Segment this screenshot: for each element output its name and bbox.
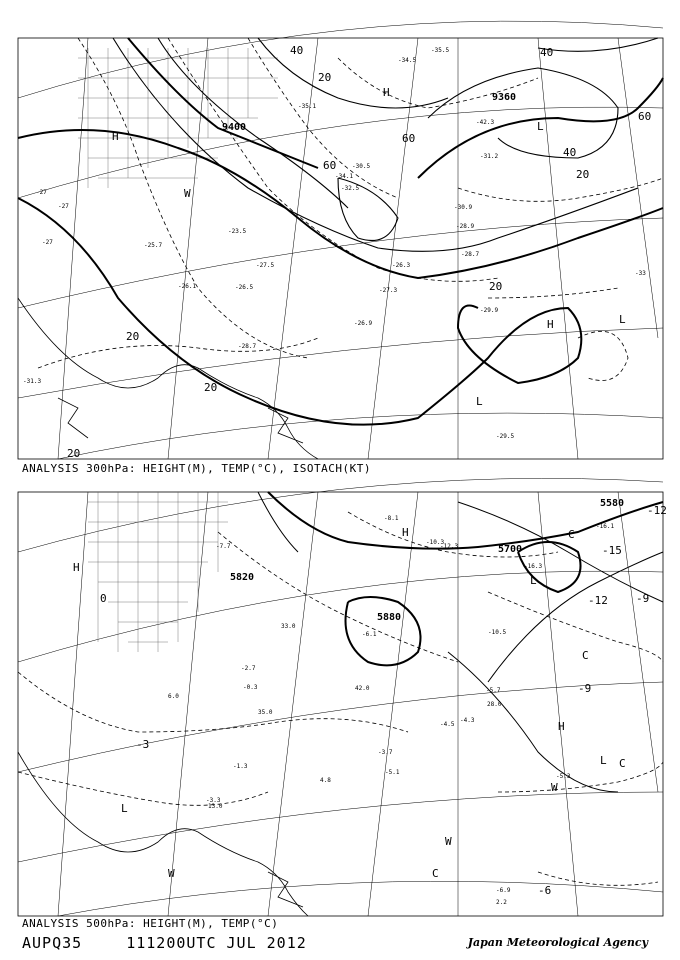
station-plot-label: -10.3 xyxy=(426,539,445,546)
isotherm-label: -12 xyxy=(647,504,667,517)
temperature-label: -29.9 xyxy=(480,307,499,314)
station-plot-label: -10.5 xyxy=(488,629,507,636)
product-code: AUPQ35 xyxy=(22,934,83,952)
isotherm-label: -6 xyxy=(538,884,552,897)
temperature-label: -27 xyxy=(42,239,53,246)
temperature-label: -26.9 xyxy=(354,320,373,327)
isotherm-label: -15 xyxy=(602,544,622,557)
height-contour-label: 5820 xyxy=(230,572,255,583)
pressure-center-l: L xyxy=(476,395,483,408)
isotach-label: 60 xyxy=(638,110,652,123)
pressure-center-l: L xyxy=(600,754,607,767)
temperature-label: -27 xyxy=(58,203,69,210)
temperature-label: -26.1 xyxy=(178,283,197,290)
height-contour-label: 5580 xyxy=(600,498,625,509)
temperature-label: -23.5 xyxy=(228,228,247,235)
station-plot-label: 6.0 xyxy=(168,693,179,700)
station-plot-label: 13.0 xyxy=(208,803,223,810)
station-plot-label: -6.9 xyxy=(496,887,511,894)
isotach-label: 20 xyxy=(489,280,503,293)
temperature-label: -35.1 xyxy=(298,103,317,110)
station-plot-label: -16.3 xyxy=(524,563,543,570)
isotherm-label: -9 xyxy=(636,592,650,605)
temperature-label: -35.5 xyxy=(431,47,450,54)
pressure-center-h: H xyxy=(73,561,80,574)
station-plot-label: -12.3 xyxy=(440,543,459,550)
station-plot-label: -6.1 xyxy=(362,631,377,638)
height-contour-label: 5880 xyxy=(377,612,402,623)
station-plot-label: 28.0 xyxy=(487,701,502,708)
pressure-center-h: H xyxy=(547,318,554,331)
temperature-label: -28.9 xyxy=(456,223,475,230)
pressure-center-w: W xyxy=(168,867,175,880)
temperature-label: -31.3 xyxy=(23,378,42,385)
height-contour-label: 9400 xyxy=(222,122,247,133)
isotherm-label: -9 xyxy=(578,682,592,695)
height-contour-label: 9360 xyxy=(492,92,517,103)
temperature-label: -27.5 xyxy=(256,262,275,269)
pressure-center-h: H xyxy=(402,526,409,539)
temperature-label: -25.7 xyxy=(144,242,163,249)
station-plot-label: -4.5 xyxy=(440,721,455,728)
station-plot-label: -1.3 xyxy=(233,763,248,770)
station-plot-label: 35.0 xyxy=(258,709,273,716)
agency-credit: Japan Meteorological Agency xyxy=(467,936,648,949)
station-plot-label: 33.0 xyxy=(281,623,296,630)
station-plot-label: -3.3 xyxy=(206,797,221,804)
station-plot-label: -5.7 xyxy=(486,687,501,694)
isotach-label: 40 xyxy=(290,44,304,57)
station-plot-label: -5.1 xyxy=(385,769,400,776)
station-plot-label: -16.1 xyxy=(596,523,615,530)
temperature-label: -27 xyxy=(36,189,47,196)
station-plot-label: -2.7 xyxy=(241,665,256,672)
temperature-label: -30.5 xyxy=(352,163,371,170)
chart-300hpa xyxy=(18,38,663,459)
isotach-label: 20 xyxy=(126,330,140,343)
station-plot-label: -7.7 xyxy=(216,543,231,550)
pressure-center-c: C xyxy=(432,867,439,880)
temperature-label: -32.5 xyxy=(341,185,360,192)
pressure-center-l: L xyxy=(121,802,128,815)
station-plot-label: -8.1 xyxy=(384,515,399,522)
temperature-label: -26.3 xyxy=(392,262,411,269)
isotach-label: 20 xyxy=(67,447,81,460)
pressure-center-c: C xyxy=(582,649,589,662)
pressure-center-w: W xyxy=(184,187,191,200)
temperature-label: -34.5 xyxy=(398,57,417,64)
isotherm-label: -12 xyxy=(588,594,608,607)
isotach-label: 60 xyxy=(402,132,416,145)
pressure-center-l: L xyxy=(530,574,537,587)
station-plot-label: 4.8 xyxy=(320,777,331,784)
temperature-label: -30.9 xyxy=(454,204,473,211)
temperature-label: -42.3 xyxy=(476,119,495,126)
isotherm-label: -3 xyxy=(136,738,150,751)
pressure-center-l: L xyxy=(537,120,544,133)
pressure-center-h: H xyxy=(383,86,390,99)
isotach-label: 40 xyxy=(563,146,577,159)
valid-time: 111200UTC JUL 2012 xyxy=(126,934,307,952)
temperature-label: -26.5 xyxy=(235,284,254,291)
temperature-label: -28.7 xyxy=(238,343,257,350)
temperature-label: -33 xyxy=(635,270,646,277)
height-contour-label: 5700 xyxy=(498,544,523,555)
pressure-center-c: C xyxy=(568,528,575,541)
caption-500hpa: ANALYSIS 500hPa: HEIGHT(M), TEMP(°C) xyxy=(22,917,279,930)
isotach-label: 60 xyxy=(323,159,337,172)
chart-identifier xyxy=(22,934,341,952)
station-plot-label: -4.3 xyxy=(460,717,475,724)
isotach-label: 20 xyxy=(318,71,332,84)
station-plot-label: -0.3 xyxy=(243,684,258,691)
pressure-center-l: L xyxy=(619,313,626,326)
pressure-center-w: W xyxy=(445,835,452,848)
station-plot-label: -3.7 xyxy=(378,749,393,756)
isotach-label: 40 xyxy=(540,46,554,59)
temperature-label: -31.2 xyxy=(480,153,499,160)
map-500hpa xyxy=(18,492,667,916)
chart-500hpa xyxy=(18,492,667,916)
isotach-label: 20 xyxy=(204,381,218,394)
temperature-label: -29.5 xyxy=(496,433,515,440)
station-plot-label: -5.3 xyxy=(556,773,571,780)
caption-300hpa: ANALYSIS 300hPa: HEIGHT(M), TEMP(°C), ISOTACH(KT) xyxy=(22,462,372,475)
temperature-label: -27.3 xyxy=(379,287,398,294)
station-plot-label: 42.0 xyxy=(355,685,370,692)
station-plot-label: 2.2 xyxy=(496,899,507,906)
temperature-label: -28.7 xyxy=(461,251,480,258)
map-300hpa xyxy=(18,38,663,459)
temperature-label: -34.1 xyxy=(335,173,354,180)
isotach-label: 20 xyxy=(576,168,590,181)
pressure-center-c: C xyxy=(619,757,626,770)
isotherm-label: 0 xyxy=(100,592,107,605)
pressure-center-h: H xyxy=(112,130,119,143)
pressure-center-w: W xyxy=(551,781,558,794)
pressure-center-h: H xyxy=(558,720,565,733)
